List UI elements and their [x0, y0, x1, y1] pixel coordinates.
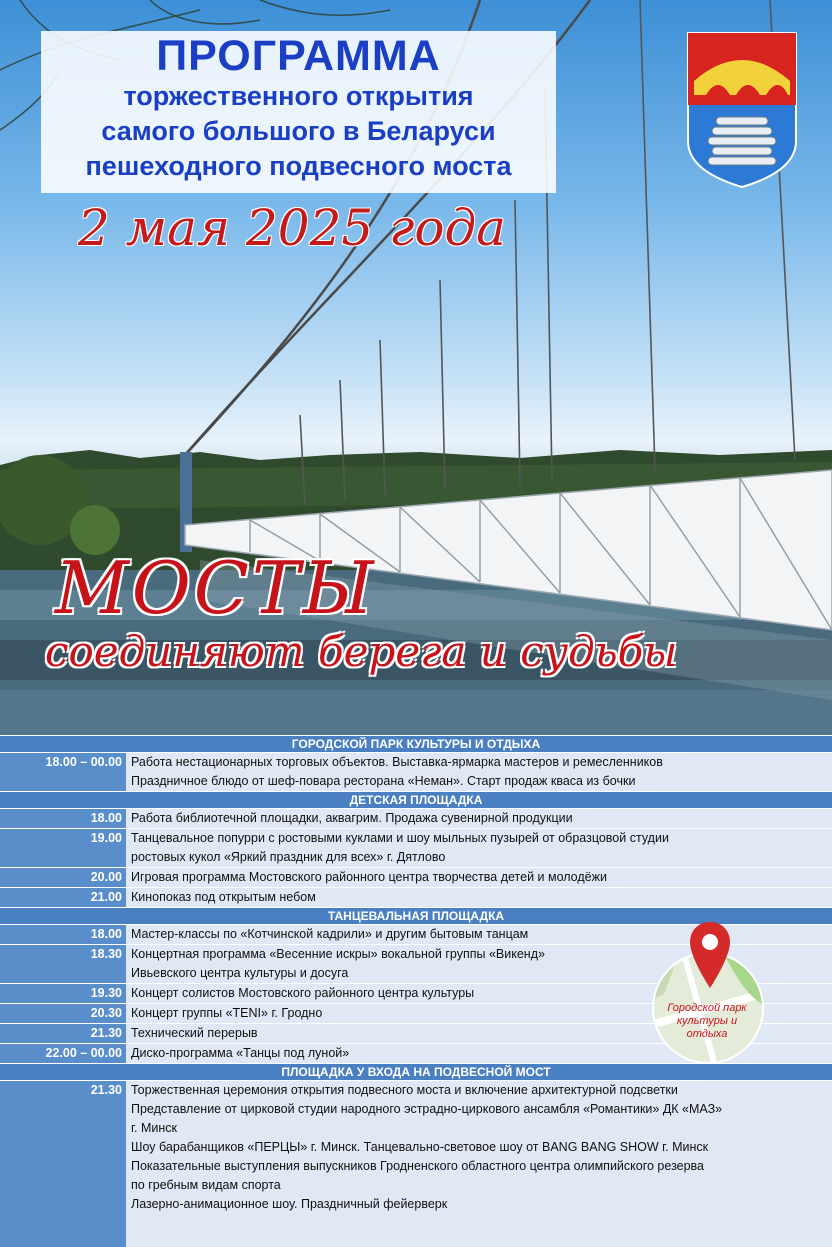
- row-time: 18.00: [90, 811, 122, 825]
- row-description: Работа нестационарных торговых объектов. Выставка-ярмарка мастеров и ремесленников: [131, 755, 663, 769]
- row-description: Концерт группы «TENI» г. Гродно: [131, 1006, 323, 1020]
- program-title: ПРОГРАММА: [156, 32, 441, 80]
- row-time: 21.00: [90, 890, 122, 904]
- row-description: Представление от цирковой студии народного эстрадно-циркового ансамбля «Романтики» ДК «МАЗ»: [131, 1102, 723, 1116]
- row-description: Работа библиотечной площадки, аквагрим. Продажа сувенирной продукции: [131, 811, 573, 825]
- section-header: ДЕТСКАЯ ПЛОЩАДКА: [0, 791, 832, 808]
- map-label-line-1: Городской парк: [667, 1002, 747, 1014]
- row-time: 22.00 – 00.00: [45, 1046, 122, 1060]
- section-header: ПЛОЩАДКА У ВХОДА НА ПОДВЕСНОЙ МОСТ: [0, 1063, 832, 1080]
- title-line-3: пешеходного подвесного моста: [85, 151, 512, 181]
- row-time: 19.00: [90, 831, 122, 845]
- map-label-line-3: отдыха: [686, 1028, 728, 1040]
- map-badge: [652, 920, 762, 1060]
- title-line-2: самого большого в Беларуси: [101, 116, 496, 146]
- schedule-row: [0, 1176, 832, 1195]
- schedule-row: [0, 887, 832, 907]
- row-time: 21.30: [90, 1083, 122, 1097]
- row-description: Диско-программа «Танцы под луной»: [131, 1046, 350, 1060]
- row-description: Технический перерыв: [131, 1026, 258, 1040]
- schedule-row: [0, 1157, 832, 1176]
- schedule-row: [0, 808, 832, 828]
- schedule-row: [0, 828, 832, 848]
- map-label-line-2: культуры и: [676, 1015, 738, 1027]
- row-time: 18.00: [90, 927, 122, 941]
- title-box: [41, 31, 556, 193]
- slogan-subline: соединяют берега и судьбы: [45, 627, 678, 676]
- row-description: ростовых кукол «Яркий праздник для всех» г. Дятлово: [131, 850, 446, 864]
- row-description: Концертная программа «Весенние искры» вокальной группы «Викенд»: [131, 947, 545, 961]
- row-description: по гребным видам спорта: [131, 1178, 281, 1192]
- row-description: Кинопоказ под открытым небом: [131, 890, 316, 904]
- schedule-row: [0, 1119, 832, 1138]
- row-description: Показательные выступления выпускников Гродненского областного центра олимпийского резерва: [131, 1159, 705, 1173]
- schedule-row: [0, 772, 832, 791]
- schedule-row: [0, 1080, 832, 1100]
- section-header: ГОРОДСКОЙ ПАРК КУЛЬТУРЫ И ОТДЫХА: [0, 735, 832, 752]
- slogan-headline: МОСТЫ: [55, 546, 377, 630]
- row-description: Шоу барабанщиков «ПЕРЦЫ» г. Минск. Танцевально-световое шоу от BANG BANG SHOW г. Минск: [131, 1140, 709, 1154]
- row-description: Торжественная церемония открытия подвесного моста и включение архитектурной подсветки: [131, 1083, 678, 1097]
- schedule-row: [0, 867, 832, 887]
- row-description: Концерт солистов Мостовского районного центра культуры: [131, 986, 475, 1000]
- row-time: 19.30: [90, 986, 122, 1000]
- row-time: 18.30: [90, 947, 122, 961]
- row-description: г. Минск: [131, 1121, 177, 1135]
- coat-of-arms-icon: [686, 31, 798, 189]
- row-time: 20.30: [90, 1006, 122, 1020]
- schedule-row: [0, 752, 832, 772]
- row-description: Лазерно-анимационное шоу. Праздничный фейерверк: [131, 1197, 448, 1211]
- schedule-row: [0, 1100, 832, 1119]
- schedule-row: [0, 848, 832, 867]
- event-date: 2 мая 2025 года: [78, 199, 506, 257]
- row-time: 18.00 – 00.00: [45, 755, 122, 769]
- map-badge-label: [652, 1002, 762, 1041]
- row-description: Праздничное блюдо от шеф-повара ресторана «Неман». Старт продаж кваса из бочки: [131, 774, 636, 788]
- row-time: 21.30: [90, 1026, 122, 1040]
- title-line-1: торжественного открытия: [123, 81, 474, 111]
- map-pin-icon: [688, 920, 732, 990]
- schedule-row: [0, 1195, 832, 1214]
- row-description: Ивьевского центра культуры и досуга: [131, 966, 349, 980]
- schedule-row: [0, 1138, 832, 1157]
- row-description: Игровая программа Мостовского районного центра творчества детей и молодёжи: [131, 870, 607, 884]
- row-description: Танцевальное попурри с ростовыми куклами и шоу мыльных пузырей от образцовой студии: [131, 831, 669, 845]
- row-time: 20.00: [90, 870, 122, 884]
- section-header: ТАНЦЕВАЛЬНАЯ ПЛОЩАДКА: [0, 907, 832, 924]
- row-description: Мастер-классы по «Котчинской кадрили» и другим бытовым танцам: [131, 927, 529, 941]
